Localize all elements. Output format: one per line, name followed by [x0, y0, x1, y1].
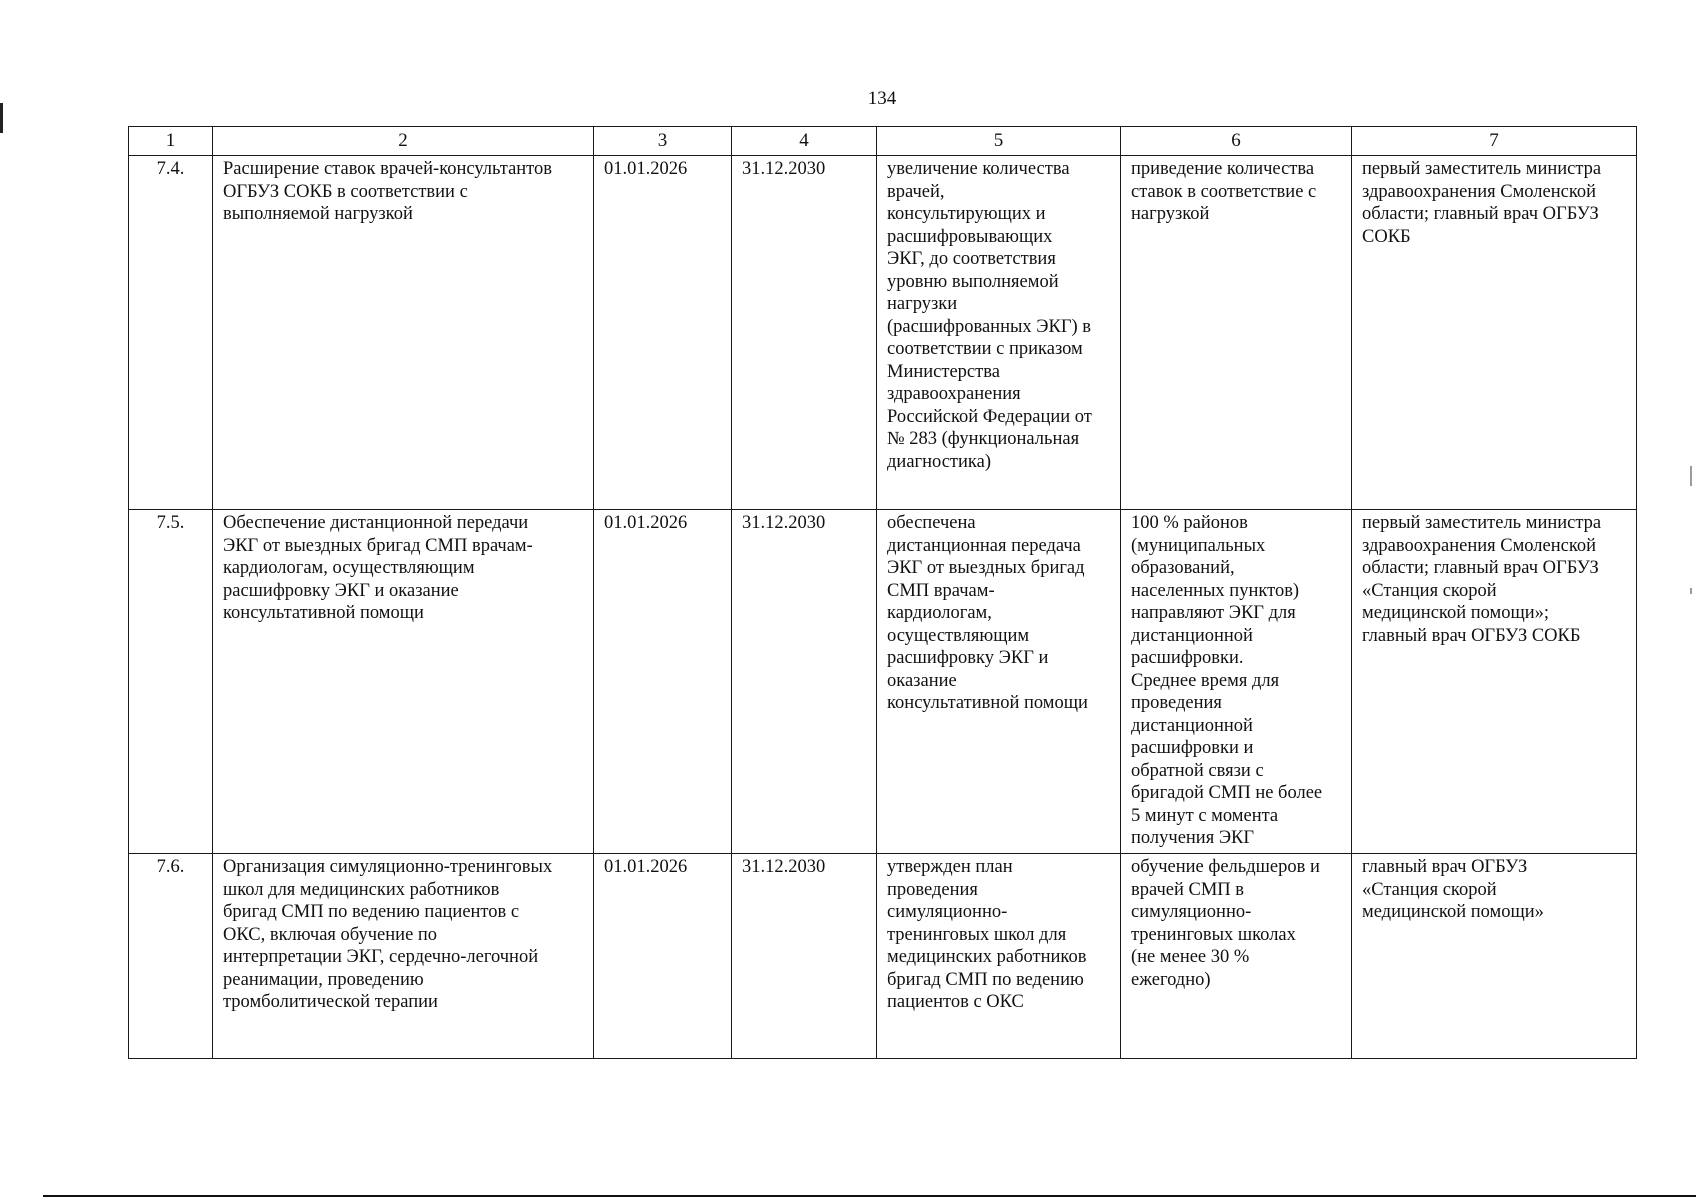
cell-item-number: 7.5. — [129, 510, 213, 854]
cell-start-date: 01.01.2026 — [594, 854, 732, 1059]
cell-end-date: 31.12.2030 — [732, 854, 877, 1059]
page-bottom-rule — [43, 1195, 1696, 1197]
table-row — [129, 510, 1637, 854]
header-cell: 2 — [213, 127, 594, 156]
cell-indicator: обучение фельдшеров и врачей СМП в симуляционно- тренинговых школах (не менее 30 % ежегодно) — [1121, 854, 1352, 1059]
header-cell: 1 — [129, 127, 213, 156]
table-row — [129, 156, 1637, 510]
cell-indicator: 100 % районов (муниципальных образований, населенных пунктов) направляют ЭКГ для дистанционной расшифровки. Среднее время для проведения дистанционной расшифровки и обратной связи с бригадой СМП не более 5 минут с момента получения ЭКГ — [1121, 510, 1352, 854]
cell-indicator: приведение количества ставок в соответствие с нагрузкой — [1121, 156, 1352, 510]
cell-activity: Обеспечение дистанционной передачи ЭКГ от выездных бригад СМП врачам- кардиологам, осуществляющим расшифровку ЭКГ и оказание консультативной помощи — [213, 510, 594, 854]
plan-table — [128, 126, 1637, 1059]
header-cell: 4 — [732, 127, 877, 156]
cell-expected-result: обеспечена дистанционная передача ЭКГ от выездных бригад СМП врачам- кардиологам, осуществляющим расшифровку ЭКГ и оказание консультативной помощи — [877, 510, 1121, 854]
cell-activity: Расширение ставок врачей-консультантов ОГБУЗ СОКБ в соответствии с выполняемой нагрузкой — [213, 156, 594, 510]
header-cell: 3 — [594, 127, 732, 156]
cell-item-number: 7.6. — [129, 854, 213, 1059]
scan-artifact-left — [0, 103, 3, 133]
cell-responsible: первый заместитель министра здравоохранения Смоленской области; главный врач ОГБУЗ СОКБ — [1352, 156, 1637, 510]
cell-start-date: 01.01.2026 — [594, 510, 732, 854]
page-number: 134 — [867, 88, 897, 109]
cell-end-date: 31.12.2030 — [732, 510, 877, 854]
cell-expected-result: утвержден план проведения симуляционно- тренинговых школ для медицинских работников бригад СМП по ведению пациентов с ОКС — [877, 854, 1121, 1059]
scan-artifact-right — [1690, 466, 1692, 486]
header-cell: 7 — [1352, 127, 1637, 156]
cell-activity: Организация симуляционно-тренинговых школ для медицинских работников бригад СМП по ведению пациентов с ОКС, включая обучение по интерпретации ЭКГ, сердечно-легочной реанимации, проведению тромболитической терапии — [213, 854, 594, 1059]
cell-end-date: 31.12.2030 — [732, 156, 877, 510]
table-header-row — [129, 127, 1637, 156]
cell-expected-result: увеличение количества врачей, консультирующих и расшифровывающих ЭКГ, до соответствия уровню выполняемой нагрузки (расшифрованных ЭКГ) в соответствии с приказом Министерства здравоохранения Российской Федерации от № 283 (функциональная диагностика) — [877, 156, 1121, 510]
cell-responsible: главный врач ОГБУЗ «Станция скорой медицинской помощи» — [1352, 854, 1637, 1059]
cell-responsible: первый заместитель министра здравоохранения Смоленской области; главный врач ОГБУЗ «Станция скорой медицинской помощи»; главный врач ОГБУЗ СОКБ — [1352, 510, 1637, 854]
cell-item-number: 7.4. — [129, 156, 213, 510]
table-row — [129, 854, 1637, 1059]
scan-artifact-right — [1690, 588, 1692, 594]
cell-start-date: 01.01.2026 — [594, 156, 732, 510]
header-cell: 5 — [877, 127, 1121, 156]
header-cell: 6 — [1121, 127, 1352, 156]
